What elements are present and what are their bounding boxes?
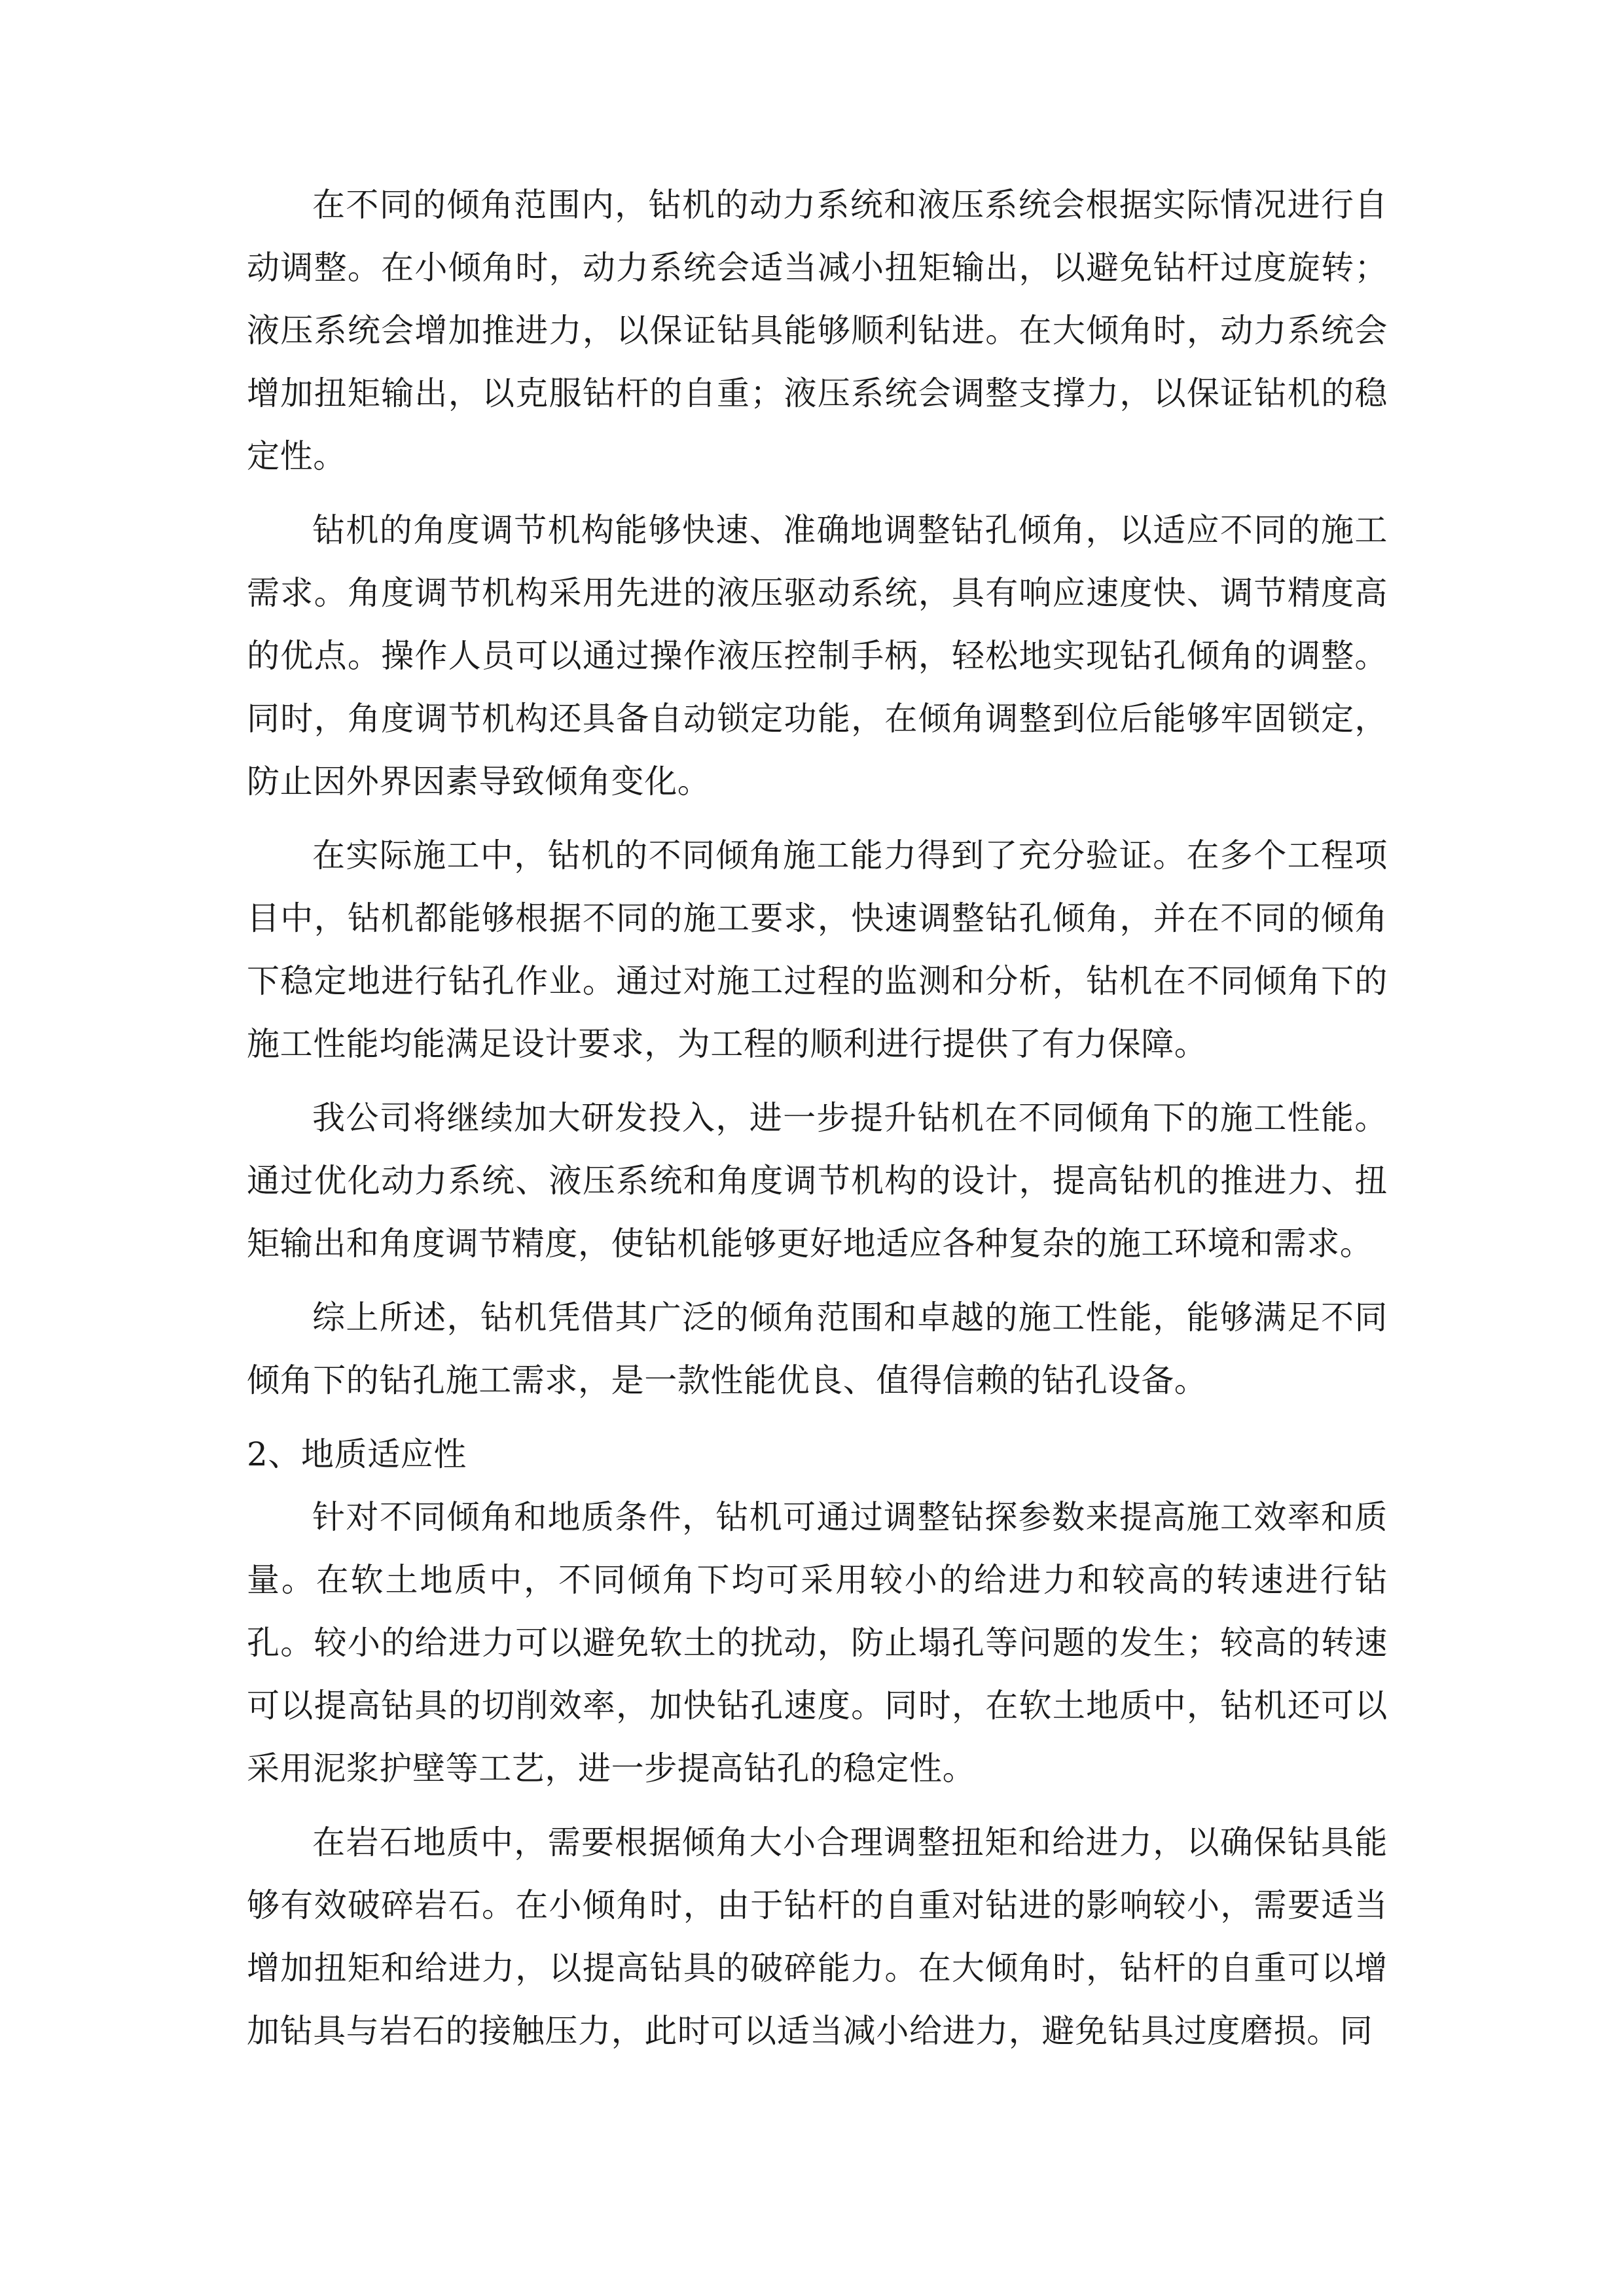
paragraph-rd-investment: 我公司将继续加大研发投入，进一步提升钻机在不同倾角下的施工性能。通过优化动力系统、液压系统和角度调节机构的设计，提高钻机的推进力、扭矩输出和角度调节精度，使钻机能够更好地适应各种复杂的施工环境和需求。 bbox=[247, 1099, 1388, 1263]
paragraph-field-verification: 在实际施工中，钻机的不同倾角施工能力得到了充分验证。在多个工程项目中，钻机都能够根据不同的施工要求，快速调整钻孔倾角，并在不同的倾角下稳定地进行钻孔作业。通过对施工过程的监测和分析，钻机在不同倾角下的施工性能均能满足设计要求，为工程的顺利进行提供了有力保障。 bbox=[247, 836, 1388, 1063]
section-heading: 2、地质适应性 bbox=[247, 1435, 467, 1473]
paragraph-dynamic-adjustment: 在不同的倾角范围内，钻机的动力系统和液压系统会根据实际情况进行自动调整。在小倾角时，动力系统会适当减小扭矩输出，以避免钻杆过度旋转；液压系统会增加推进力，以保证钻具能够顺利钻进。在大倾角时，动力系统会增加扭矩输出，以克服钻杆的自重；液压系统会调整支撑力，以保证钻机的稳定性。 bbox=[247, 186, 1388, 475]
paragraph-angle-adjustment: 钻机的角度调节机构能够快速、准确地调整钻孔倾角，以适应不同的施工需求。角度调节机构采用先进的液压驱动系统，具有响应速度快、调节精度高的优点。操作人员可以通过操作液压控制手柄，轻松地实现钻孔倾角的调整。同时，角度调节机构还具备自动锁定功能，在倾角调整到位后能够牢固锁定，防止因外界因素导致倾角变化。 bbox=[247, 511, 1388, 800]
document-body bbox=[247, 173, 1388, 2073]
paragraph-summary: 综上所述，钻机凭借其广泛的倾角范围和卓越的施工性能，能够满足不同倾角下的钻孔施工需求，是一款性能优良、值得信赖的钻孔设备。 bbox=[247, 1299, 1388, 1399]
paragraph-rock-geology: 在岩石地质中，需要根据倾角大小合理调整扭矩和给进力，以确保钻具能够有效破碎岩石。在小倾角时，由于钻杆的自重对钻进的影响较小，需要适当增加扭矩和给进力，以提高钻具的破碎能力。在大倾角时，钻杆的自重可以增加钻具与岩石的接触压力，此时可以适当减小给进力，避免钻具过度磨损。同 bbox=[247, 1823, 1388, 2050]
paragraph-soft-soil: 针对不同倾角和地质条件，钻机可通过调整钻探参数来提高施工效率和质量。在软土地质中，不同倾角下均可采用较小的给进力和较高的转速进行钻孔。较小的给进力可以避免软土的扰动，防止塌孔等问题的发生；较高的转速可以提高钻具的切削效率，加快钻孔速度。同时，在软土地质中，钻机还可以采用泥浆护壁等工艺，进一步提高钻孔的稳定性。 bbox=[247, 1498, 1388, 1787]
